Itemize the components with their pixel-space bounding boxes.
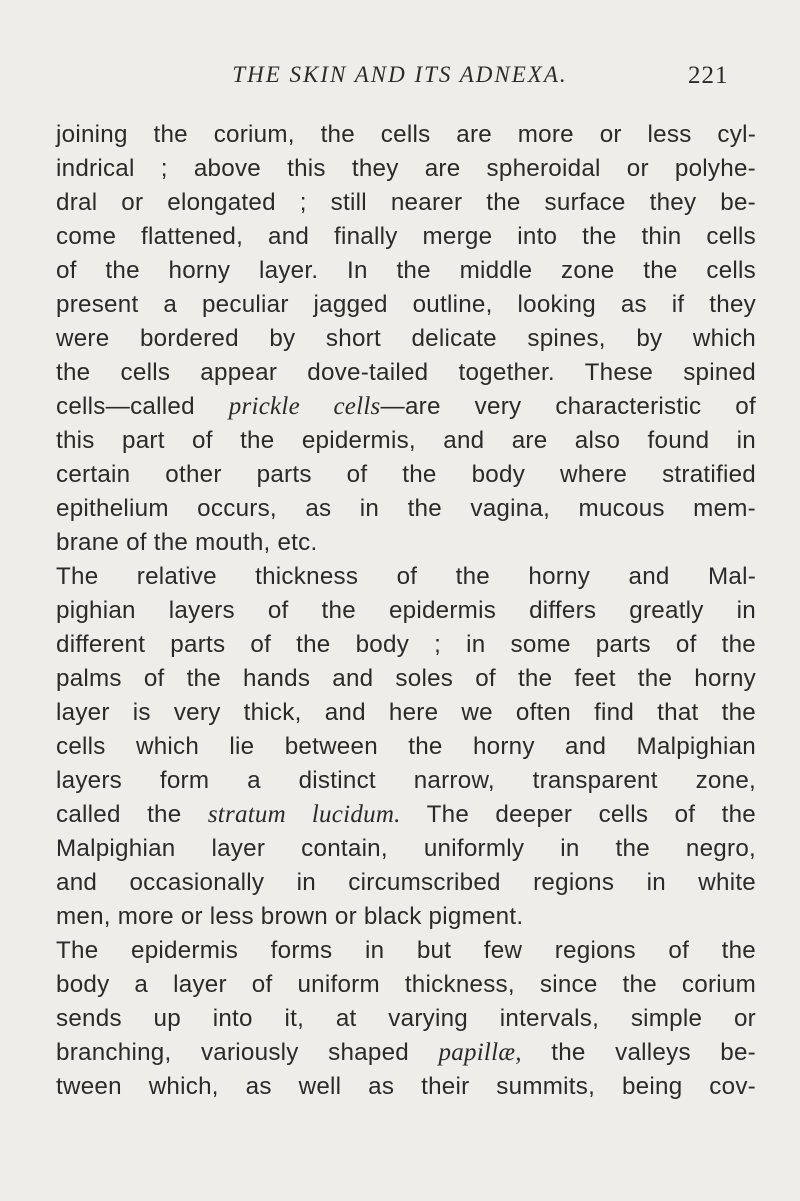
text-line-11: certain other parts of the body where stratified	[56, 461, 756, 488]
text-line-2: indrical ; above this they are spheroidal or polyhe-	[56, 155, 756, 182]
text-line-28	[56, 1036, 756, 1070]
text-line-25: The epidermis forms in but few regions of the	[56, 937, 756, 964]
text-line-14: The relative thickness of the horny and Mal-	[56, 563, 756, 590]
text-line-22: Malpighian layer contain, uniformly in the negro,	[56, 835, 756, 862]
text-line-8: the cells appear dove-tailed together. These spined	[56, 359, 756, 386]
text-line-26: body a layer of uniform thickness, since the corium	[56, 971, 756, 998]
text-segment: The deeper cells of the	[400, 801, 757, 828]
text-line-1: joining the corium, the cells are more or less cyl-	[56, 121, 756, 148]
italic-term-papillae: papillæ,	[438, 1039, 522, 1066]
text-segment: —are very characteristic of	[380, 393, 756, 420]
text-segment: cells—called	[56, 393, 229, 420]
text-line-10: this part of the epidermis, and are also found in	[56, 427, 756, 454]
page-number: 221	[688, 62, 729, 89]
text-line-5: of the horny layer. In the middle zone the cells	[56, 257, 756, 284]
text-line-23: and occasionally in circumscribed regions in white	[56, 869, 756, 896]
text-line-19: cells which lie between the horny and Malpighian	[56, 733, 756, 760]
text-line-3: dral or elongated ; still nearer the surface they be-	[56, 189, 756, 216]
text-line-9	[56, 390, 756, 424]
text-line-29: tween which, as well as their summits, being cov-	[56, 1073, 756, 1100]
running-head: THE SKIN AND ITS ADNEXA.	[232, 62, 568, 87]
text-line-4: come flattened, and finally merge into the thin cells	[56, 223, 756, 250]
text-line-24: men, more or less brown or black pigment.	[56, 903, 524, 930]
text-line-7: were bordered by short delicate spines, by which	[56, 325, 756, 352]
text-line-12: epithelium occurs, as in the vagina, mucous mem-	[56, 495, 756, 522]
text-line-27: sends up into it, at varying intervals, simple or	[56, 1005, 756, 1032]
text-segment: called the	[56, 801, 208, 828]
text-line-21	[56, 798, 756, 832]
text-line-18: layer is very thick, and here we often find that the	[56, 699, 756, 726]
text-segment: the valleys be-	[521, 1039, 756, 1066]
text-line-20: layers form a distinct narrow, transparent zone,	[56, 767, 756, 794]
text-line-6: present a peculiar jagged outline, looking as if they	[56, 291, 756, 318]
text-line-13: brane of the mouth, etc.	[56, 529, 318, 556]
text-segment: branching, variously shaped	[56, 1039, 439, 1066]
text-line-17: palms of the hands and soles of the feet the horny	[56, 665, 756, 692]
text-line-15: pighian layers of the epidermis differs greatly in	[56, 597, 756, 624]
italic-term-prickle-cells: prickle cells	[228, 393, 381, 420]
italic-term-stratum-lucidum: stratum lucidum.	[207, 801, 401, 828]
text-line-16: different parts of the body ; in some parts of the	[56, 631, 756, 658]
